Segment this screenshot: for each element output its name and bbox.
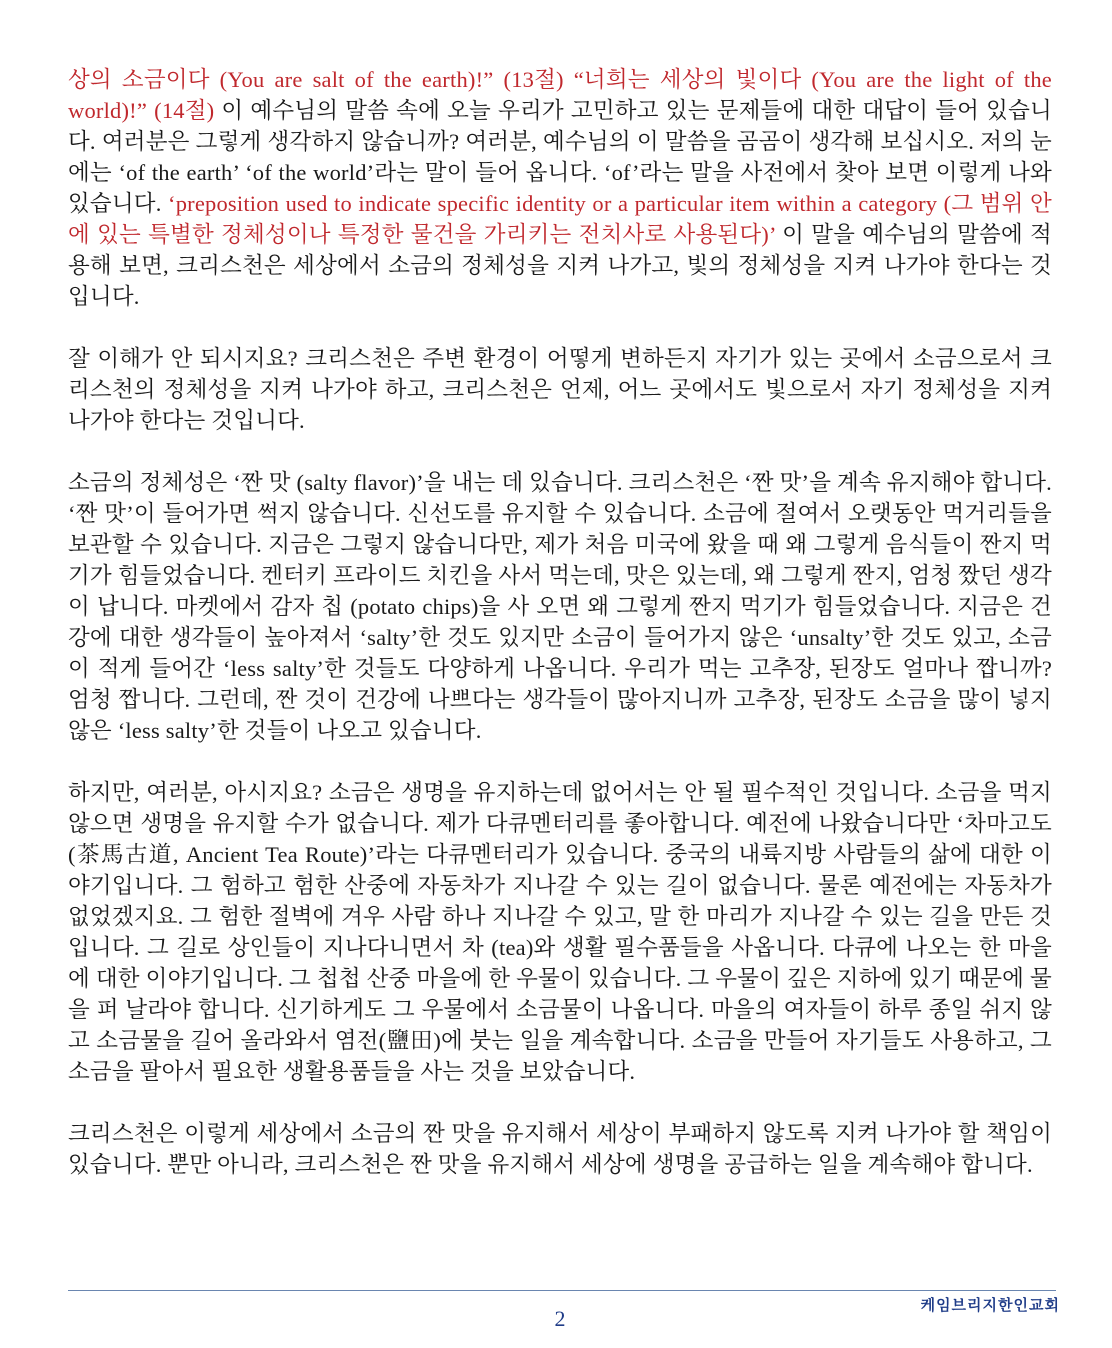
paragraph-4 bbox=[68, 777, 1052, 1087]
body-text: 하지만, 여러분, 아시지요? 소금은 생명을 유지하는데 없어서는 안 될 필수적인 것입니다. 소금을 먹지 않으면 생명을 유지할 수가 없습니다. 제가 다큐멘터리를 좋아합니다. 예전에 나왔습니다만 ‘차마고도 (茶馬古道, Ancient Tea Route)’라는 다큐멘터리가 있습니다. 중국의 내륙지방 사람들의 삶에 대한 이야기입니다. 그 험하고 험한 산중에 자동차가 지나갈 수 있는 길이 없습니다. 물론 예전에는 자동차가 없었겠지요. 그 험한 절벽에 겨우 사람 하나 지나갈 수 있고, 말 한 마리가 지나갈 수 있는 길을 만든 것입니다. 그 길로 상인들이 지나다니면서 차 (tea)와 생활 필수품들을 사옵니다. 다큐에 나오는 한 마을에 대한 이야기입니다. 그 첩첩 산중 마을에 한 우물이 있습니다. 그 우물이 깊은 지하에 있기 때문에 물을 퍼 날라야 합니다. 신기하게도 그 우물에서 소금물이 나옵니다. 마을의 여자들이 하루 종일 쉬지 않고 소금물을 길어 올라와서 염전(鹽田)에 붓는 일을 계속합니다. 소금을 만들어 자기들도 사용하고, 그 소금을 팔아서 필요한 생활용품들을 사는 것을 보았습니다. bbox=[68, 780, 1052, 1084]
scripture-quote: 상의 소금이다 (You are salt of the earth)!” (13절) “너희는 세상의 빛이다 (You are the light of the world)!” (14절) bbox=[68, 67, 1052, 123]
paragraph-3 bbox=[68, 467, 1052, 746]
body-text: 소금의 정체성은 ‘짠 맛 (salty flavor)’을 내는 데 있습니다. 크리스천은 ‘짠 맛’을 계속 유지해야 합니다. ‘짠 맛’이 들어가면 썩지 않습니다. 신선도를 유지할 수 있습니다. 소금에 절여서 오랫동안 먹거리들을 보관할 수 있습니다. 지금은 그렇지 않습니다만, 제가 처음 미국에 왔을 때 왜 그렇게 음식들이 짠지 먹기가 힘들었습니다. 켄터키 프라이드 치킨을 사서 먹는데, 맛은 있는데, 왜 그렇게 짠지, 엄청 짰던 생각이 납니다. 마켓에서 감자 칩 (potato chips)을 사 오면 왜 그렇게 짠지 먹기가 힘들었습니다. 지금은 건강에 대한 생각들이 높아져서 ‘salty’한 것도 있지만 소금이 들어가지 않은 ‘unsalty’한 것도 있고, 소금이 적게 들어간 ‘less salty’한 것들도 다양하게 나옵니다. 우리가 먹는 고추장, 된장도 얼마나 짭니까? 엄청 짭니다. 그런데, 짠 것이 건강에 나쁘다는 생각들이 많아지니까 고추장, 된장도 소금을 많이 넣지 않은 ‘less salty’한 것들이 나오고 있습니다. bbox=[68, 470, 1052, 743]
paragraph-2 bbox=[68, 343, 1052, 436]
body-text: 이 예수님의 말씀 속에 오늘 우리가 고민하고 있는 문제들에 대한 대답이 들어 있습니다. 여러분은 그렇게 생각하지 않습니까? 여러분, 예수님의 이 말씀을 곰곰이 생각해 보십시오. 저의 눈에는 ‘of the earth’ ‘of the world’라는 말이 들어 옵니다. ‘of’라는 말을 사전에서 찾아 보면 이렇게 나와 있습니다. bbox=[68, 98, 1052, 216]
church-name: 케임브리지한인교회 bbox=[920, 1296, 1060, 1314]
body-text: 잘 이해가 안 되시지요? 크리스천은 주변 환경이 어떻게 변하든지 자기가 있는 곳에서 소금으로서 크리스천의 정체성을 지켜 나가야 하고, 크리스천은 언제, 어느 곳에서도 빛으로서 자기 정체성을 지켜 나가야 한다는 것입니다. bbox=[68, 346, 1052, 433]
paragraph-1 bbox=[68, 64, 1052, 312]
paragraph-5 bbox=[68, 1118, 1052, 1180]
body-text: 크리스천은 이렇게 세상에서 소금의 짠 맛을 유지해서 세상이 부패하지 않도록 지켜 나가야 할 책임이 있습니다. 뿐만 아니라, 크리스천은 짠 맛을 유지해서 세상에 생명을 공급하는 일을 계속해야 합니다. bbox=[68, 1121, 1052, 1177]
footer-divider bbox=[68, 1290, 1056, 1291]
page-number: 2 bbox=[554, 1306, 566, 1331]
page-body bbox=[68, 64, 1052, 1180]
body-text: 이 말을 예수님의 말씀에 적용해 보면, 크리스천은 세상에서 소금의 정체성을 지켜 나가고, 빛의 정체성을 지켜 나가야 한다는 것입니다. bbox=[68, 222, 1052, 309]
dictionary-definition: ‘preposition used to indicate specific identity or a particular item within a category (그 범위 안에 있는 특별한 정체성이나 특정한 물건을 가리키는 전치사로 사용된다)’ bbox=[68, 191, 1052, 247]
